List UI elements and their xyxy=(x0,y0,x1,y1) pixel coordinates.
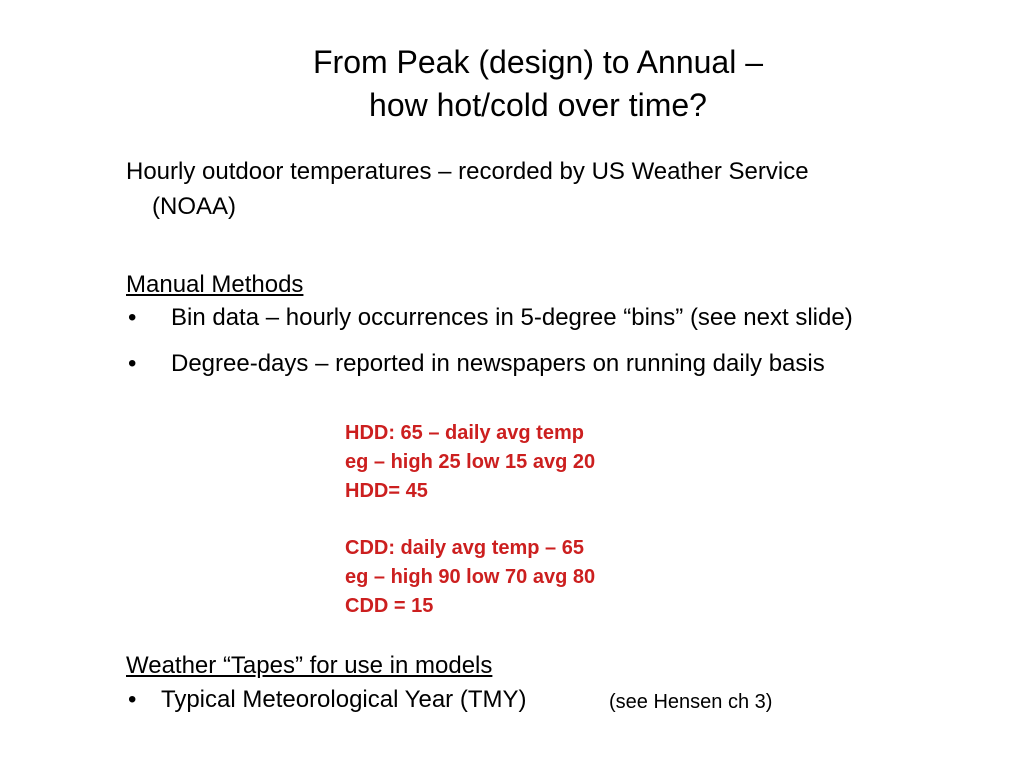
slide-title-line-1: From Peak (design) to Annual – xyxy=(312,44,763,80)
slide-title-line-2: how hot/cold over time? xyxy=(369,87,707,123)
intro-line-2: (NOAA) xyxy=(152,193,236,220)
hdd-result: HDD= 45 xyxy=(345,480,428,502)
bullet-icon: • xyxy=(128,686,137,713)
bullet-icon: • xyxy=(128,304,137,331)
manual-methods-heading: Manual Methods xyxy=(126,271,304,298)
hdd-example: eg – high 25 low 15 avg 20 xyxy=(345,451,596,473)
cdd-example: eg – high 90 low 70 avg 80 xyxy=(345,566,596,588)
weather-bullet-tmy: Typical Meteorological Year (TMY) xyxy=(161,686,527,713)
weather-bullet-note: (see Hensen ch 3) xyxy=(609,691,773,713)
bullet-icon: • xyxy=(128,350,137,377)
weather-tapes-heading: Weather “Tapes” for use in models xyxy=(126,652,493,679)
manual-bullet-bin-data: Bin data – hourly occurrences in 5-degree “bins” (see next slide) xyxy=(171,304,853,331)
manual-bullet-degree-days: Degree-days – reported in newspapers on running daily basis xyxy=(171,350,825,377)
cdd-result: CDD = 15 xyxy=(345,595,434,617)
cdd-formula: CDD: daily avg temp – 65 xyxy=(345,537,584,559)
hdd-formula: HDD: 65 – daily avg temp xyxy=(345,422,584,444)
intro-line-1: Hourly outdoor temperatures – recorded by US Weather Service xyxy=(126,158,809,185)
